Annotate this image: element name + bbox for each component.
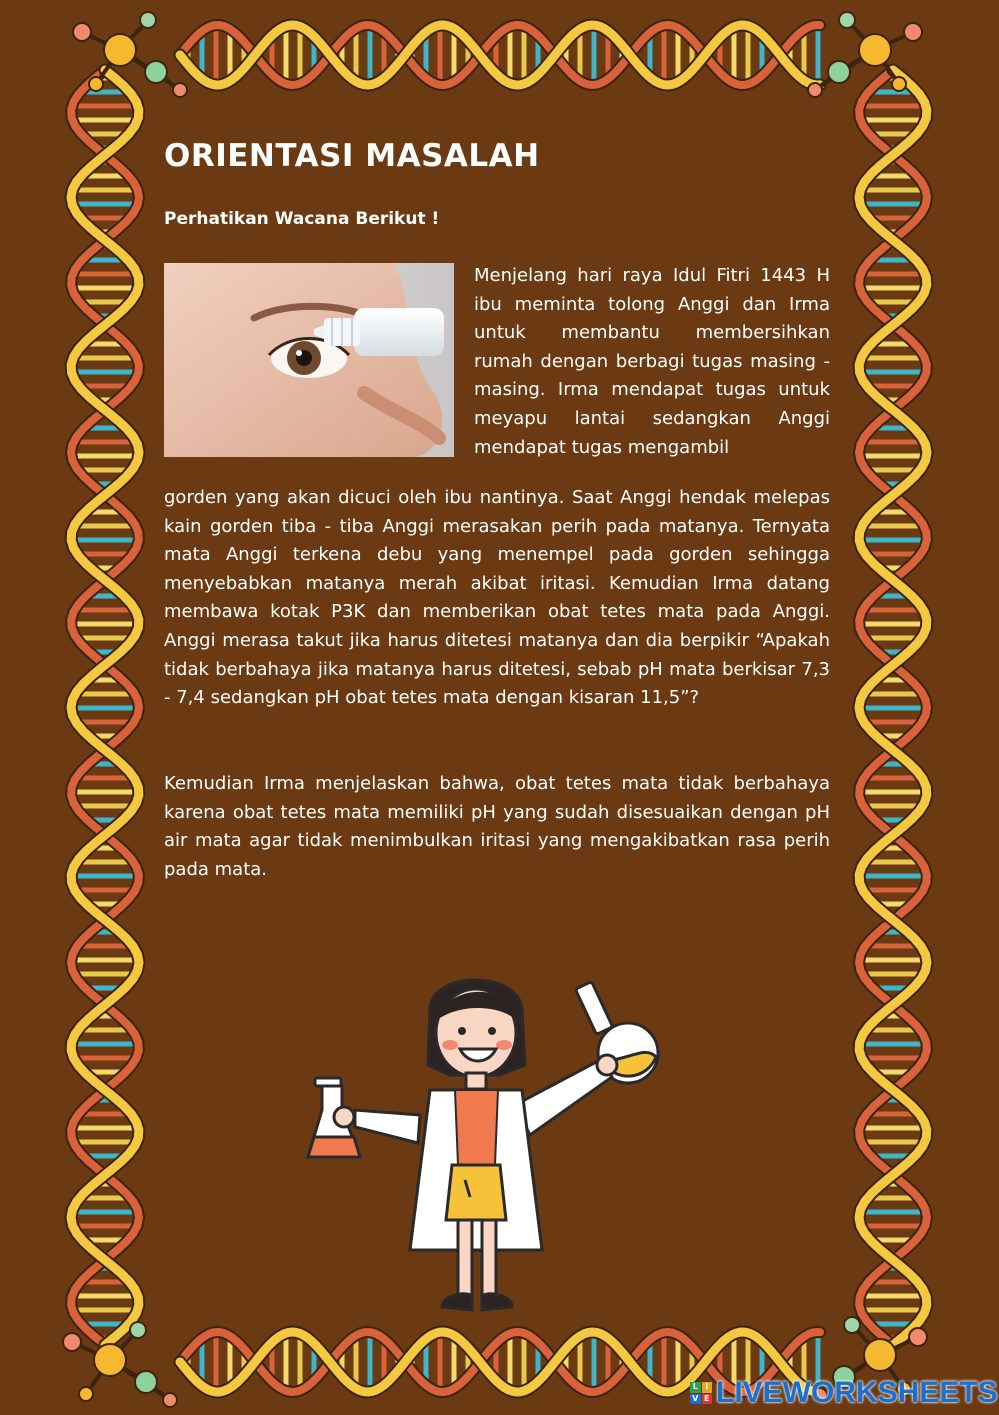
liveworksheets-watermark: [690, 1376, 998, 1410]
liveworksheets-logo-icon: L I V E: [690, 1382, 712, 1404]
page-title: ORIENTASI MASALAH: [164, 138, 540, 174]
story-paragraph-main: gorden yang akan dicuci oleh ibu nantinya. Saat Anggi hendak melepas kain gorden tiba - tiba Anggi merasakan perih pada matanya. Ternyata mata Anggi terkena debu yang menempel pada gorden sehingga menyebabkan matanya merah akibat iritasi. Kemudian Irma datang membawa kotak P3K dan memberikan obat tetes mata pada Anggi. Anggi merasa takut jika harus ditetesi matanya dan dia berpikir “Apakah tidak berbahaya jika matanya harus ditetesi, sebab pH mata berkisar 7,3 - 7,4 sedangkan pH obat tetes mata dengan kisaran 11,5”?: [164, 487, 830, 709]
story-paragraph-side: Menjelang hari raya Idul Fitri 1443 H ibu meminta tolong Anggi dan Irma untuk membantu membersihkan rumah dengan berbagi tugas masing - masing. Irma mendapat tugas untuk meyapu lantai sedangkan Anggi mendapat tugas mengambil: [474, 265, 830, 458]
story-paragraph-end: Kemudian Irma menjelaskan bahwa, obat tetes mata tidak berbahaya karena obat tetes mata memiliki pH yang sudah disesuaikan dengan pH air mata agar tidak menimbulkan iritasi yang mengakibatkan rasa perih pada mata.: [164, 773, 830, 880]
watermark-text: LIVEWORKSHEETS: [716, 1376, 998, 1409]
page-subtitle: Perhatikan Wacana Berikut !: [164, 209, 440, 229]
scientist-girl-illustration: [300, 965, 680, 1335]
eye-drops-photo: [164, 263, 454, 457]
